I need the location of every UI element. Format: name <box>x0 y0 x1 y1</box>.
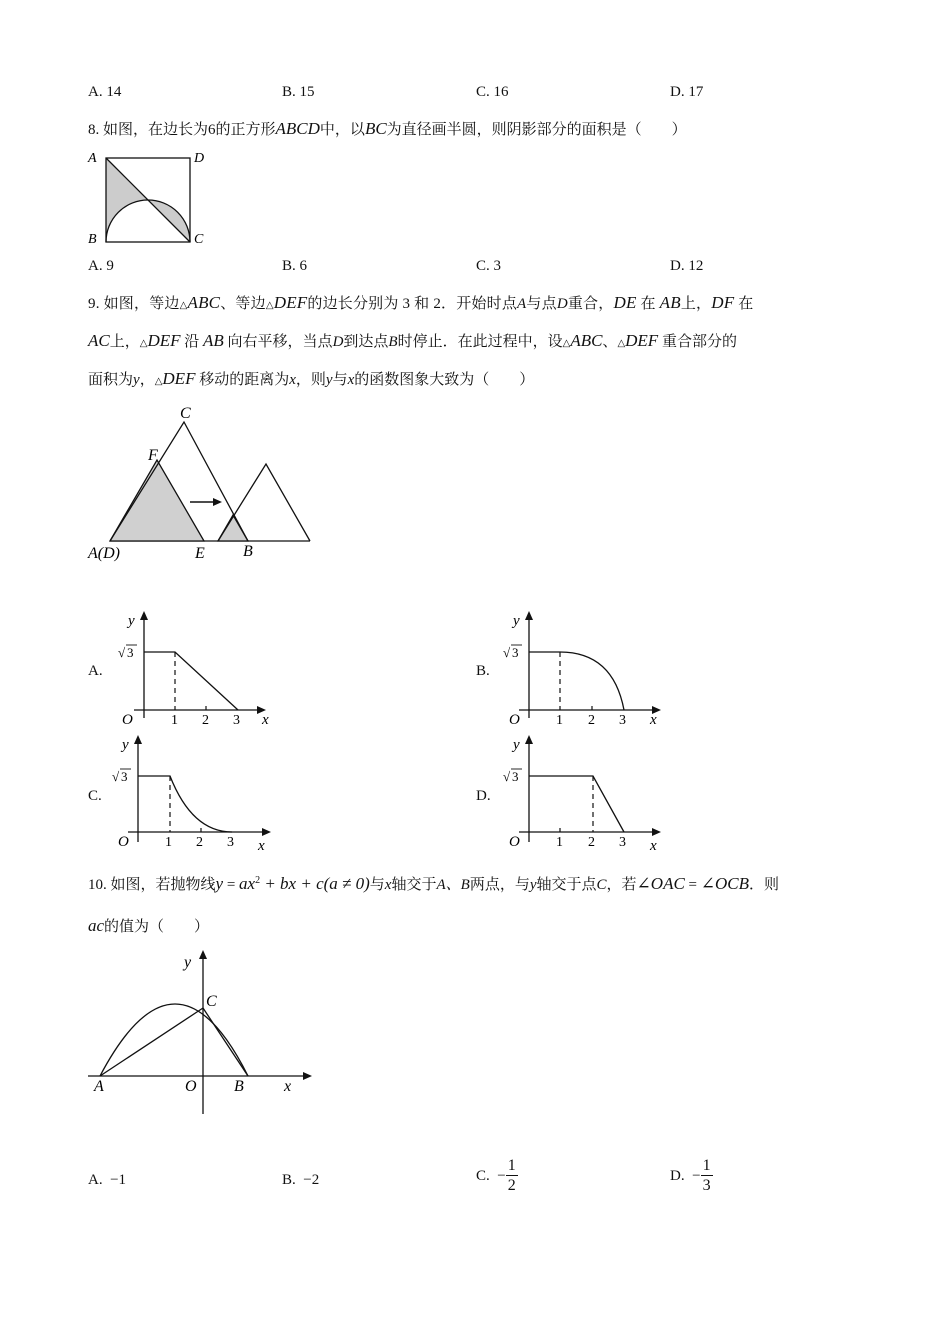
svg-text:√: √ <box>118 645 126 660</box>
q8-option-c: C. 3 <box>476 258 502 274</box>
q7-option-c: C. 16 <box>476 84 509 100</box>
q8-figure <box>84 144 214 250</box>
svg-text:1: 1 <box>556 713 563 728</box>
q9-label-ad: A(D) <box>88 545 120 562</box>
q8-option-d: D. 12 <box>670 258 704 274</box>
svg-text:B: B <box>234 1078 244 1095</box>
q10-stem-line1: 10. 如图，若抛物线$y = ax^2$ + bx + c(a ≠ 0)与x轴交于A、B两点，与y轴交于点C，若∠OAC = ∠OCB．则 <box>88 874 780 893</box>
q9-triangle-def <box>110 460 204 541</box>
q9-stem-line3: 面积为y，△DEF 移动的距离为x，则y与x的函数图象大致为（ ） <box>88 369 535 388</box>
svg-text:2: 2 <box>196 835 203 850</box>
q9-option-a-label: A. <box>88 663 103 679</box>
q7-option-d: D. 17 <box>670 84 704 100</box>
q9-option-b-label: B. <box>476 663 490 679</box>
q9-option-d-label: D. <box>476 788 491 804</box>
q8-text: 为直径画半圆，则阴影部分的面积是（ ） <box>386 122 687 138</box>
q8-text: 8. 如图，在边长为 <box>88 122 209 138</box>
svg-text:x: x <box>650 712 657 728</box>
q8-text: 的正方形 <box>215 122 276 138</box>
q8-square-name: ABCD <box>275 119 320 138</box>
q9-label-f: F <box>148 447 158 464</box>
q10-figure <box>84 948 314 1116</box>
svg-text:3: 3 <box>619 713 626 728</box>
svg-text:1: 1 <box>165 835 172 850</box>
svg-text:√: √ <box>503 769 511 784</box>
svg-text:1: 1 <box>556 835 563 850</box>
q9-stem-line2: AC上，△DEF 沿 AB 向右平移，当点D到达点B时停止．在此过程中，设△ABC、△DEF 重合部分的 <box>88 331 737 350</box>
q9-stem-line1: 9. 如图，等边△ABC、等边△DEF的边长分别为 3 和 2．开始时点A与点D重合，DE 在 AB上，DF 在 <box>88 293 754 312</box>
q9-overlap-shade <box>218 515 248 541</box>
svg-text:3: 3 <box>233 713 240 728</box>
q10-option-a: A. −1 <box>88 1172 127 1188</box>
q8-label-d: D <box>194 151 205 166</box>
q10-option-b: B. −2 <box>282 1172 320 1188</box>
svg-text:C: C <box>206 993 217 1010</box>
svg-text:A: A <box>94 1078 104 1095</box>
svg-text:√: √ <box>503 645 511 660</box>
q9-arrow-icon <box>213 498 222 506</box>
svg-text:2: 2 <box>588 835 595 850</box>
q9-label-b: B <box>243 543 253 560</box>
svg-text:y: y <box>122 737 129 753</box>
svg-text:O: O <box>185 1078 197 1095</box>
svg-text:3: 3 <box>512 769 519 784</box>
svg-text:O: O <box>509 834 520 850</box>
q8-label-a: A <box>88 151 97 166</box>
q9-graph-a <box>110 610 285 730</box>
q10-option-c: C. − $\frac{1}{2}$ <box>476 1157 516 1194</box>
q9-label-c: C <box>180 405 191 422</box>
q9-figure <box>84 398 324 568</box>
svg-text:y: y <box>128 613 135 629</box>
q9-graph-b <box>495 610 670 730</box>
q10-option-d: D. − $\frac{1}{3}$ <box>670 1157 711 1194</box>
q8-option-b: B. 6 <box>282 258 308 274</box>
q7-option-b: B. 15 <box>282 84 315 100</box>
svg-text:2: 2 <box>202 713 209 728</box>
svg-text:2: 2 <box>588 713 595 728</box>
q10-stem-line2: ac的值为（ ） <box>88 916 210 935</box>
svg-text:O: O <box>122 712 133 728</box>
svg-text:y: y <box>513 737 520 753</box>
svg-text:3: 3 <box>619 835 626 850</box>
svg-text:O: O <box>118 834 129 850</box>
svg-text:x: x <box>262 712 269 728</box>
svg-text:3: 3 <box>127 645 134 660</box>
q8-label-b: B <box>88 232 97 247</box>
svg-text:√: √ <box>112 769 120 784</box>
q8-option-a: A. 9 <box>88 258 114 274</box>
q9-label-e: E <box>195 545 205 562</box>
svg-text:3: 3 <box>512 645 519 660</box>
svg-text:1: 1 <box>171 713 178 728</box>
svg-text:x: x <box>650 838 657 854</box>
svg-text:x: x <box>284 1078 292 1095</box>
svg-text:3: 3 <box>227 835 234 850</box>
svg-text:y: y <box>184 954 192 971</box>
svg-text:O: O <box>509 712 520 728</box>
svg-text:y: y <box>513 613 520 629</box>
q10-parabola <box>100 1004 248 1076</box>
q7-option-a: A. 14 <box>88 84 122 100</box>
q9-graph-c <box>110 734 285 854</box>
q8-side: 6 <box>208 122 216 138</box>
q8-label-c: C <box>194 232 204 247</box>
q8-text: 中，以 <box>319 122 365 138</box>
q9-graph-d <box>495 734 670 854</box>
q8-bc: BC <box>364 119 387 138</box>
svg-text:x: x <box>258 838 265 854</box>
svg-text:3: 3 <box>121 769 128 784</box>
q8-stem <box>88 120 687 138</box>
q9-option-c-label: C. <box>88 788 102 804</box>
